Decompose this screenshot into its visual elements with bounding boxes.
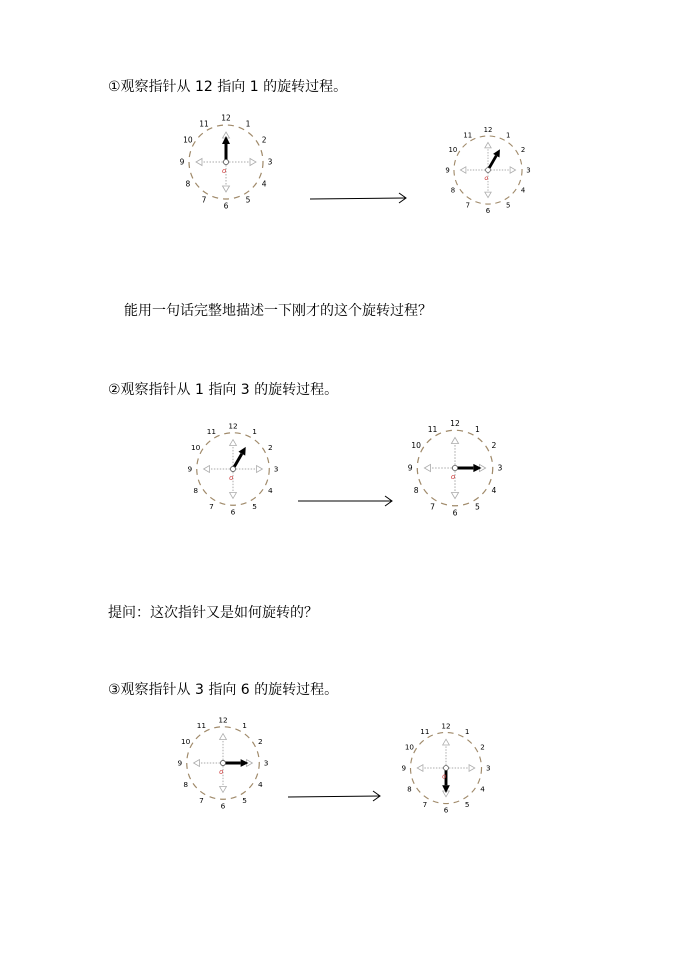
clock-number-3: 3 — [267, 157, 273, 167]
clock-number-9: 9 — [401, 763, 407, 773]
clock-number-5: 5 — [464, 800, 470, 810]
guide-arrow — [460, 167, 485, 173]
clock-number-5: 5 — [252, 501, 257, 511]
guide-arrow — [443, 739, 450, 765]
clock-number-3: 3 — [263, 758, 269, 768]
clock-number-3: 3 — [526, 166, 531, 175]
center-label: o — [450, 472, 456, 482]
center-label: o — [229, 473, 234, 482]
clock-number-3: 3 — [485, 763, 491, 773]
guide-arrow — [236, 466, 262, 473]
clock-number-6: 6 — [230, 507, 236, 517]
clock-number-4: 4 — [520, 186, 526, 195]
clock-number-11: 11 — [420, 726, 430, 736]
step3-instruction: ③观察指针从 3 指向 6 的旋转过程。 — [108, 682, 339, 698]
clock-number-11: 11 — [463, 131, 473, 140]
clock-number-12: 12 — [450, 418, 460, 428]
center-label: o — [222, 167, 227, 175]
clock-1-before — [176, 112, 276, 212]
clock-number-10: 10 — [448, 146, 458, 155]
transition-arrow-1 — [308, 190, 412, 206]
clock-number-5: 5 — [506, 201, 511, 210]
clock-number-2: 2 — [491, 441, 497, 451]
clock-2-after — [404, 417, 506, 519]
guide-arrow — [220, 734, 227, 760]
guide-arrow — [491, 167, 516, 173]
clock-number-11: 11 — [206, 427, 217, 437]
center-label: o — [219, 767, 224, 776]
clock-number-6: 6 — [452, 508, 458, 518]
clock-number-1: 1 — [475, 424, 480, 434]
clock-number-1: 1 — [245, 119, 251, 129]
clock-number-4: 4 — [257, 780, 263, 790]
clock-number-8: 8 — [413, 486, 419, 496]
clock-number-12: 12 — [218, 715, 228, 725]
guide-arrow — [204, 466, 230, 473]
clock-number-6: 6 — [485, 206, 491, 215]
clock-3-before — [174, 714, 272, 812]
clock-number-7: 7 — [422, 800, 428, 810]
clock-number-11: 11 — [427, 424, 438, 434]
guide-arrow — [196, 159, 223, 166]
clock-2-before — [184, 420, 282, 518]
clock-number-12: 12 — [228, 421, 238, 431]
clock-number-4: 4 — [480, 784, 485, 794]
clock-number-1: 1 — [252, 427, 257, 437]
clock-1-after — [442, 124, 534, 216]
question-1: 能用一句话完整地描述一下刚才的这个旋转过程？ — [124, 303, 432, 319]
clock-hand — [223, 759, 248, 767]
clock-number-5: 5 — [245, 195, 251, 205]
clock-number-3: 3 — [497, 463, 503, 473]
clock-number-8: 8 — [193, 486, 199, 496]
step1-instruction: ①观察指针从 12 指向 1 的旋转过程。 — [108, 79, 348, 95]
clock-center — [444, 766, 449, 771]
clock-number-10: 10 — [190, 442, 201, 452]
clock-number-7: 7 — [465, 201, 470, 210]
clock-number-9: 9 — [445, 166, 450, 175]
clock-hand — [222, 136, 230, 162]
step2-instruction: ②观察指针从 1 指向 3 的旋转过程。 — [108, 382, 339, 398]
guide-arrow — [194, 760, 220, 767]
guide-arrow — [424, 464, 452, 471]
question-2: 提问：这次指针又是如何旋转的？ — [108, 605, 318, 621]
clock-number-1: 1 — [506, 131, 511, 140]
clock-number-10: 10 — [180, 736, 191, 746]
transition-arrow-2 — [296, 492, 400, 508]
clock-hand — [455, 464, 482, 472]
guide-arrow — [451, 437, 458, 465]
clock-3-after — [398, 720, 494, 816]
clock-number-7: 7 — [201, 195, 207, 205]
clock-number-6: 6 — [220, 801, 226, 811]
clock-number-1: 1 — [242, 721, 247, 731]
clock-number-9: 9 — [187, 464, 193, 474]
clock-number-2: 2 — [267, 442, 273, 452]
clock-number-11: 11 — [196, 721, 207, 731]
clock-number-6: 6 — [223, 201, 229, 211]
clock-number-10: 10 — [404, 742, 414, 752]
clock-number-9: 9 — [177, 758, 183, 768]
clock-number-4: 4 — [267, 486, 273, 496]
clock-number-8: 8 — [185, 179, 191, 189]
clock-number-2: 2 — [520, 146, 526, 155]
clock-hand — [488, 149, 500, 170]
clock-number-5: 5 — [475, 502, 480, 512]
clock-number-7: 7 — [209, 501, 214, 511]
clock-number-2: 2 — [261, 135, 267, 145]
clock-number-12: 12 — [441, 721, 451, 731]
guide-arrow — [449, 765, 475, 772]
clock-number-6: 6 — [443, 805, 449, 815]
clock-number-4: 4 — [261, 179, 267, 189]
clock-number-7: 7 — [199, 795, 204, 805]
clock-center — [452, 465, 457, 470]
clock-number-8: 8 — [183, 780, 189, 790]
clock-number-8: 8 — [450, 186, 456, 195]
clock-number-2: 2 — [480, 742, 485, 752]
clock-number-7: 7 — [430, 502, 435, 512]
guide-arrow — [417, 765, 443, 772]
clock-number-10: 10 — [411, 441, 421, 451]
clock-center — [220, 760, 225, 765]
clock-number-9: 9 — [179, 157, 185, 167]
clock-number-12: 12 — [483, 125, 493, 134]
clock-number-1: 1 — [464, 726, 470, 736]
guide-arrow — [229, 159, 256, 166]
clock-number-9: 9 — [407, 463, 413, 473]
transition-arrow-3 — [286, 788, 390, 804]
clock-center — [230, 466, 235, 471]
clock-number-10: 10 — [183, 135, 193, 145]
clock-hand — [233, 447, 246, 469]
clock-number-12: 12 — [221, 113, 231, 123]
clock-number-4: 4 — [491, 486, 497, 496]
clock-number-8: 8 — [407, 784, 412, 794]
clock-number-2: 2 — [257, 736, 263, 746]
clock-number-3: 3 — [273, 464, 279, 474]
clock-center — [486, 168, 491, 173]
clock-center — [223, 159, 228, 164]
center-label: o — [484, 174, 489, 183]
clock-number-5: 5 — [242, 795, 247, 805]
center-label: o — [442, 772, 447, 781]
clock-number-11: 11 — [199, 119, 209, 129]
